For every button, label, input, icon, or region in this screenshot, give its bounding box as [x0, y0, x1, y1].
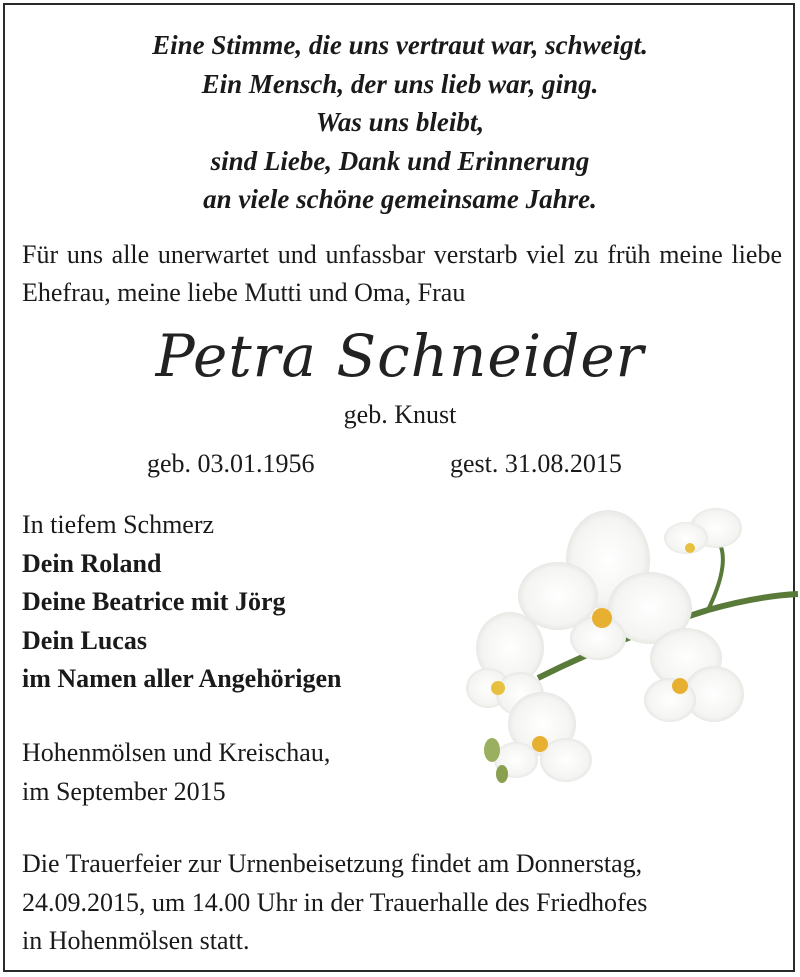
orchid-flower	[664, 508, 742, 554]
place-line: Hohenmölsen und Kreischau,	[22, 738, 331, 767]
poem-line: sind Liebe, Dank und Erinnerung	[210, 145, 590, 176]
funeral-info	[22, 845, 782, 961]
poem-line: Eine Stimme, die uns vertraut war, schweigt.	[152, 30, 648, 60]
poem	[0, 26, 800, 219]
poem-line: an viele schöne gemeinsame Jahre.	[203, 184, 597, 214]
birth-date: geb. 03.01.1956	[147, 449, 315, 478]
funeral-line: Die Trauerfeier zur Urnenbeisetzung findet am Donnerstag,	[22, 849, 643, 878]
date-line: im September 2015	[22, 776, 226, 806]
maiden-name: geb. Knust	[343, 400, 457, 429]
death-date: gest. 31.08.2015	[450, 449, 622, 478]
mourners-block	[22, 506, 341, 699]
mourner-name: Dein Lucas	[22, 625, 147, 655]
intro-text: Für uns alle unerwartet und unfassbar verstarb viel zu früh meine liebe Ehefrau, meine liebe Mutti und Oma, Frau	[22, 240, 782, 307]
funeral-line: 24.09.2015, um 14.00 Uhr in der Trauerhalle des Friedhofes	[22, 887, 648, 917]
mourners-intro: In tiefem Schmerz	[22, 510, 215, 539]
deceased-name: Petra Schneider	[155, 322, 645, 390]
mourner-name: im Namen aller Angehörigen	[22, 664, 342, 693]
orchid-flower	[644, 628, 744, 722]
mourner-name: Deine Beatrice mit Jörg	[22, 587, 286, 616]
poem-line: Ein Mensch, der uns lieb war, ging.	[201, 68, 599, 99]
orchid-image	[458, 498, 800, 790]
funeral-line: in Hohenmölsen statt.	[22, 926, 250, 955]
place-date	[22, 734, 330, 811]
poem-line: Was uns bleibt,	[315, 107, 485, 137]
mourner-name: Dein Roland	[22, 548, 162, 578]
